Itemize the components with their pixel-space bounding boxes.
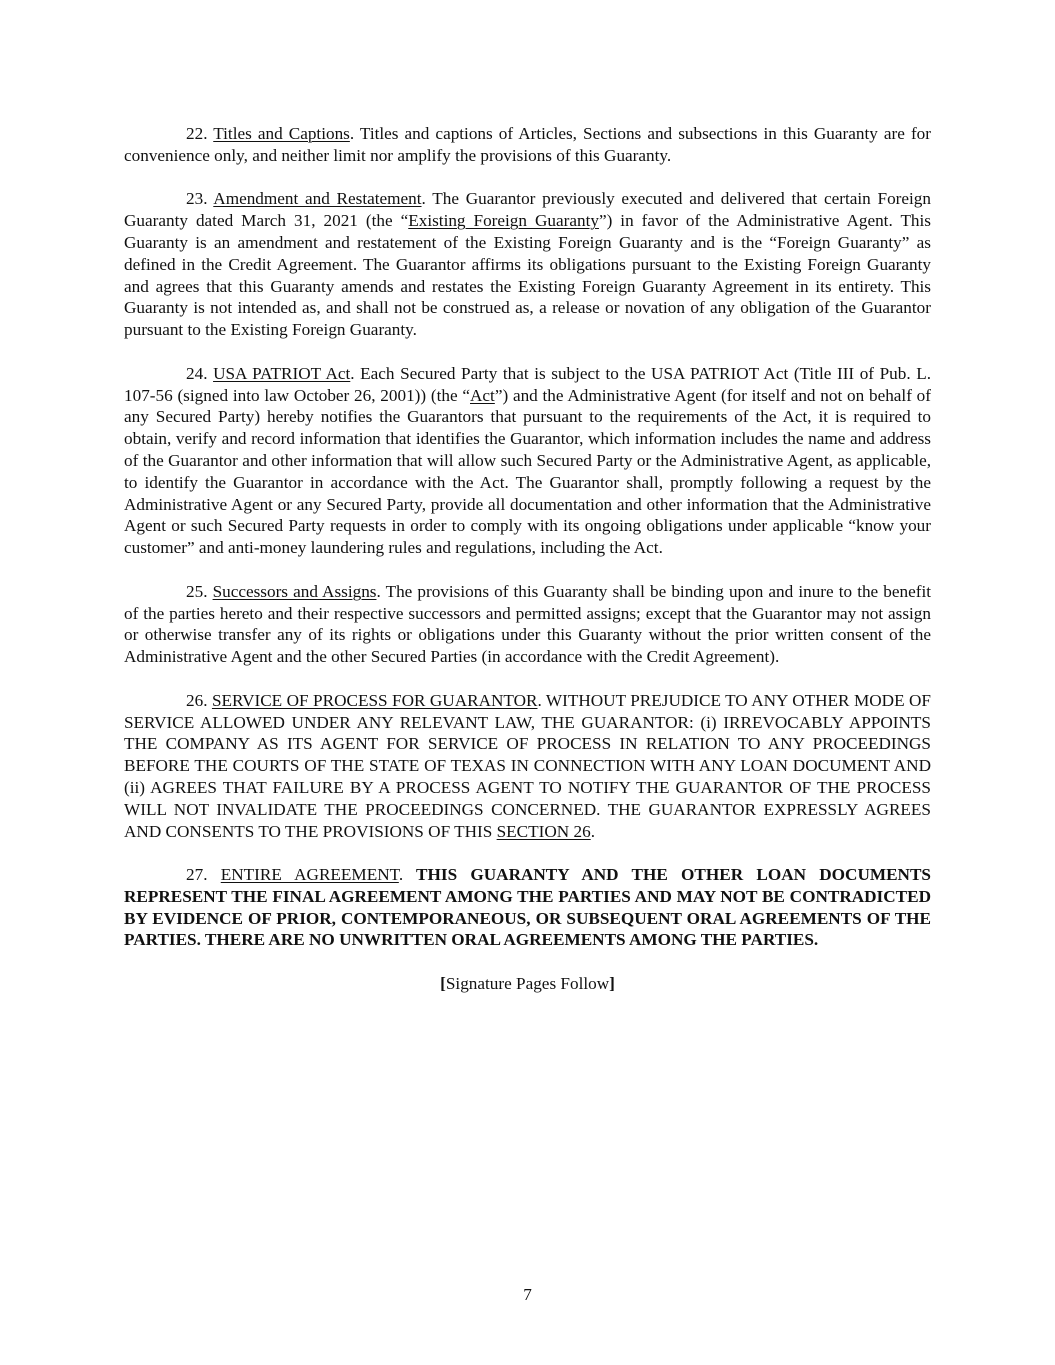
section-26: 26. SERVICE OF PROCESS FOR GUARANTOR. WITHOUT PREJUDICE TO ANY OTHER MODE OF SERVICE ALLOWED UNDER ANY RELEVANT LAW, THE GUARANTOR: (i) IRREVOCABLY APPOINTS THE COMPANY AS ITS AGENT FOR SERVICE OF PROCESS IN RELATION TO ANY PROCEEDINGS BEFORE THE COURTS OF THE STATE OF TEXAS IN CONNECTION WITH ANY LOAN DOCUMENT AND (ii) AGREES THAT FAILURE BY A PROCESS AGENT TO NOTIFY THE GUARANTOR OF THE PROCESS WILL NOT INVALIDATE THE PROCEEDINGS CONCERNED. THE GUARANTOR EXPRESSLY AGREES AND CONSENTS TO THE PROVISIONS OF THIS SECTION 26. [124, 690, 931, 841]
section-heading: SERVICE OF PROCESS FOR GUARANTOR [211, 690, 538, 710]
section-22: 22. Titles and Captions. Titles and captions of Articles, Sections and subsections in this Guaranty are for convenience only, and neither limit nor amplify the provisions of this Guaranty. [124, 124, 931, 165]
section-27: 27. ENTIRE AGREEMENT. THIS GUARANTY AND THE OTHER LOAN DOCUMENTS REPRESENT THE FINAL AGREEMENT AMONG THE PARTIES AND MAY NOT BE CONTRADICTED BY EVIDENCE OF PRIOR, CONTEMPORANEOUS, OR SUBSEQUENT ORAL AGREEMENTS OF THE PARTIES. THERE ARE NO UNWRITTEN ORAL AGREEMENTS AMONG THE PARTIES. [124, 865, 931, 950]
section-text: WITHOUT PREJUDICE TO ANY OTHER MODE OF SERVICE ALLOWED UNDER ANY RELEVANT LAW, THE GUARANTOR: (i) IRREVOCABLY APPOINTS THE COMPANY AS ITS AGENT FOR SERVICE OF PROCESS IN RELATION TO ANY PROCEEDINGS BEFORE THE COURTS OF THE STATE OF TEXAS IN CONNECTION WITH ANY LOAN DOCUMENT AND (ii) AGREES THAT FAILURE BY A PROCESS AGENT TO NOTIFY THE GUARANTOR OF THE PROCESS WILL NOT INVALIDATE THE PROCEEDINGS CONCERNED. THE GUARANTOR EXPRESSLY AGREES AND CONSENTS TO THE PROVISIONS OF THIS [124, 690, 931, 841]
section-number: 27. [186, 865, 221, 885]
section-text: . [590, 821, 595, 841]
section-text: Titles and captions of Articles, Sections and subsections in this Guaranty are for convenience only, and neither limit nor amplify the provisions of this Guaranty. [124, 124, 931, 165]
section-text-bold: THIS GUARANTY AND THE OTHER LOAN DOCUMENTS REPRESENT THE FINAL AGREEMENT AMONG THE PARTIES AND MAY NOT BE CONTRADICTED BY EVIDENCE OF PRIOR, CONTEMPORANEOUS, OR SUBSEQUENT ORAL AGREEMENTS OF THE PARTIES. THERE ARE NO UNWRITTEN ORAL AGREEMENTS AMONG THE PARTIES. [124, 865, 931, 950]
section-heading: USA PATRIOT Act [213, 363, 351, 383]
section-text: Each Secured Party that is subject to the USA PATRIOT Act (Title III of Pub. L. 107-56 (signed into law October 26, 2001)) (the “ [124, 363, 932, 405]
section-number: 24. [186, 363, 214, 383]
defined-term: Act [470, 385, 495, 405]
section-heading: Successors and Assigns [212, 581, 377, 601]
section-text: The Guarantor previously executed and delivered that certain Foreign Guaranty dated March 31, 2021 (the “ [124, 189, 931, 231]
section-reference: SECTION 26 [496, 821, 591, 841]
document-body [124, 123, 931, 995]
section-text: ”) in favor of the Administrative Agent. This Guaranty is an amendment and restatement of the Existing Foreign Guaranty and is the “Foreign Guaranty” as defined in the Credit Agreement. The Guarantor affirms its obligations pursuant to the Existing Foreign Guaranty and agrees that this Guaranty amends and restates the Existing Foreign Guaranty Agreement in its entirety. This Guaranty is not intended as, and shall not be construed as, a release or novation of any obligation of the Guarantor pursuant to the Existing Foreign Guaranty. [124, 211, 931, 340]
section-23: 23. Amendment and Restatement. The Guarantor previously executed and delivered that certain Foreign Guaranty dated March 31, 2021 (the “Existing Foreign Guaranty”) in favor of the Administrative Agent. This Guaranty is an amendment and restatement of the Existing Foreign Guaranty and is the “Foreign Guaranty” as defined in the Credit Agreement. The Guarantor affirms its obligations pursuant to the Existing Foreign Guaranty and agrees that this Guaranty amends and restates the Existing Foreign Guaranty Agreement in its entirety. This Guaranty is not intended as, and shall not be construed as, a release or novation of any obligation of the Guarantor pursuant to the Existing Foreign Guaranty. [124, 189, 931, 340]
signature-pages-note: [Signature Pages Follow] [440, 974, 615, 994]
section-number: 26. [186, 690, 212, 710]
section-24: 24. USA PATRIOT Act. Each Secured Party that is subject to the USA PATRIOT Act (Title III of Pub. L. 107-56 (signed into law October 26, 2001)) (the “Act”) and the Administrative Agent (for itself and not on behalf of any Secured Party) hereby notifies the Guarantors that pursuant to the requirements of the Act, it is required to obtain, verify and record information that identifies the Guarantor, which information includes the name and address of the Guarantor and other information that will allow such Secured Party or the Administrative Agent, as applicable, to identify the Guarantor in accordance with the Act. The Guarantor shall, promptly following a request by the Administrative Agent or any Secured Party, provide all documentation and other information that the Administrative Agent or such Secured Party requests in order to comply with its ongoing obligations under applicable “know your customer” and anti-money laundering rules and regulations, including the Act. [124, 363, 932, 558]
page-number: 7 [523, 1285, 532, 1304]
section-heading: Amendment and Restatement [213, 189, 422, 209]
section-number: 25. [186, 581, 213, 601]
section-text: The provisions of this Guaranty shall be binding upon and inure to the benefit of the parties hereto and their respective successors and permitted assigns; except that the Guarantor may not assign or otherwise transfer any of its rights or obligations under this Guaranty without the prior written consent of the Administrative Agent and the other Secured Parties (in accordance with the Credit Agreement). [124, 581, 931, 667]
section-text: ”) and the Administrative Agent (for itself and not on behalf of any Secured Party) hereby notifies the Guarantors that pursuant to the requirements of the Act, it is required to obtain, verify and record information that identifies the Guarantor, which information includes the name and address of the Guarantor and other information that will allow such Secured Party or the Administrative Agent, as applicable, to identify the Guarantor in accordance with the Act. The Guarantor shall, promptly following a request by the Administrative Agent or any Secured Party, provide all documentation and other information that the Administrative Agent or such Secured Party requests in order to comply with its ongoing obligations under applicable “know your customer” and anti-money laundering rules and regulations, including the Act. [124, 385, 931, 558]
section-number: 22. [186, 124, 214, 143]
section-heading: Titles and Captions [213, 124, 350, 143]
section-number: 23. [186, 189, 214, 209]
section-25: 25. Successors and Assigns. The provisions of this Guaranty shall be binding upon and inure to the benefit of the parties hereto and their respective successors and permitted assigns; except that the Guarantor may not assign or otherwise transfer any of its rights or obligations under this Guaranty without the prior written consent of the Administrative Agent and the other Secured Parties (in accordance with the Credit Agreement). [124, 581, 931, 667]
section-heading: ENTIRE AGREEMENT [220, 865, 399, 885]
defined-term: Existing Foreign Guaranty [408, 211, 599, 231]
